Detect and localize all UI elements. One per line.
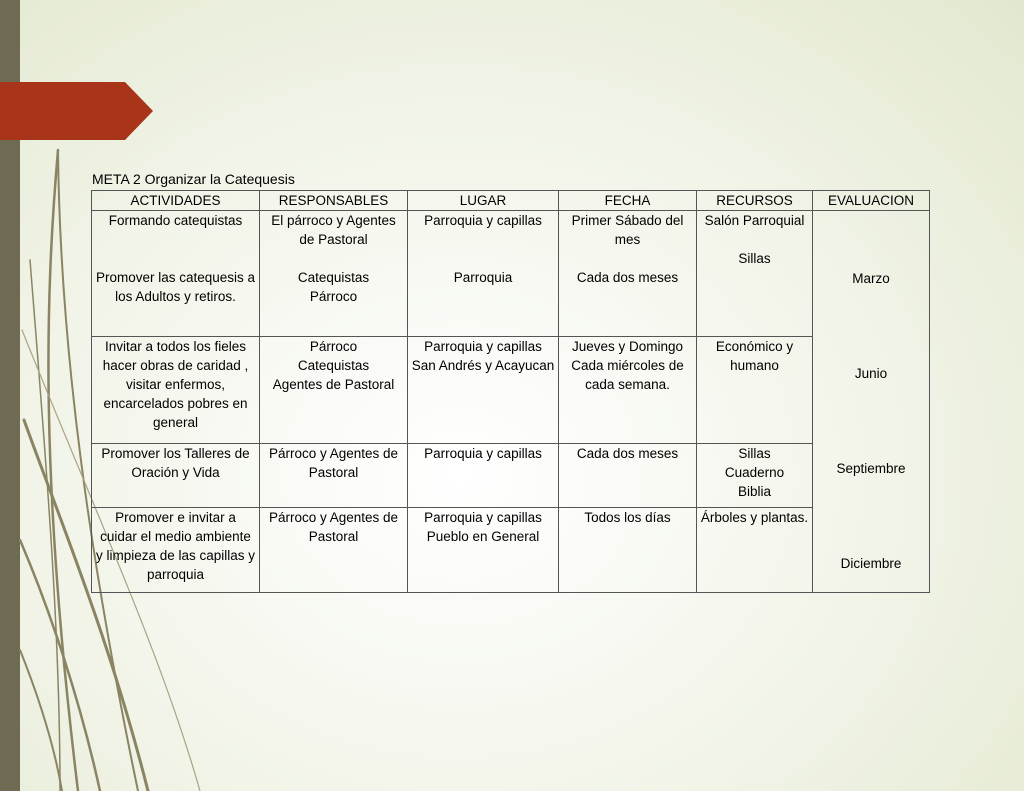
table-row xyxy=(92,443,930,507)
cell-lugar: Parroquia y capillas San Andrés y Acayucan xyxy=(408,337,559,443)
evaluacion-item: Septiembre xyxy=(836,461,906,476)
evaluacion-item: Marzo xyxy=(852,271,890,286)
header-fecha: FECHA xyxy=(559,191,697,211)
header-evaluacion: EVALUACION xyxy=(813,191,930,211)
header-responsables: RESPONSABLES xyxy=(260,191,408,211)
meta-table xyxy=(91,190,930,593)
cell-responsables: Párroco Catequistas Agentes de Pastoral xyxy=(260,337,408,443)
cell-recursos: Salón Parroquial Sillas xyxy=(697,211,813,337)
table-header-row xyxy=(92,191,930,211)
cell-recursos: Árboles y plantas. xyxy=(697,507,813,592)
cell-fecha: Todos los días xyxy=(559,507,697,592)
cell-lugar: Parroquia y capillas xyxy=(408,443,559,507)
cell-responsables: Párroco y Agentes de Pastoral xyxy=(260,507,408,592)
cell-fecha: Primer Sábado del mes Cada dos meses xyxy=(559,211,697,337)
cell-responsables: Párroco y Agentes de Pastoral xyxy=(260,443,408,507)
table-row xyxy=(92,337,930,443)
meta-title: META 2 Organizar la Catequesis xyxy=(92,171,295,187)
evaluacion-item: Diciembre xyxy=(840,556,902,571)
table-row xyxy=(92,211,930,337)
evaluacion-item: Junio xyxy=(854,366,888,381)
cell-actividades: Promover e invitar a cuidar el medio ambiente y limpieza de las capillas y parroquia xyxy=(92,507,260,592)
header-actividades: ACTIVIDADES xyxy=(92,191,260,211)
cell-fecha: Jueves y Domingo Cada miércoles de cada semana. xyxy=(559,337,697,443)
cell-responsables: El párroco y Agentes de Pastoral Catequistas Párroco xyxy=(260,211,408,337)
cell-actividades: Formando catequistas Promover las catequesis a los Adultos y retiros. xyxy=(92,211,260,337)
cell-evaluacion xyxy=(813,211,930,593)
cell-recursos: Económico y humano xyxy=(697,337,813,443)
cell-lugar: Parroquia y capillas Parroquia xyxy=(408,211,559,337)
cell-recursos: Sillas Cuaderno Biblia xyxy=(697,443,813,507)
cell-actividades: Invitar a todos los fieles hacer obras de caridad , visitar enfermos, encarcelados pobres en general xyxy=(92,337,260,443)
header-lugar: LUGAR xyxy=(408,191,559,211)
table-row xyxy=(92,507,930,592)
cell-fecha: Cada dos meses xyxy=(559,443,697,507)
header-recursos: RECURSOS xyxy=(697,191,813,211)
cell-lugar: Parroquia y capillas Pueblo en General xyxy=(408,507,559,592)
cell-actividades: Promover los Talleres de Oración y Vida xyxy=(92,443,260,507)
